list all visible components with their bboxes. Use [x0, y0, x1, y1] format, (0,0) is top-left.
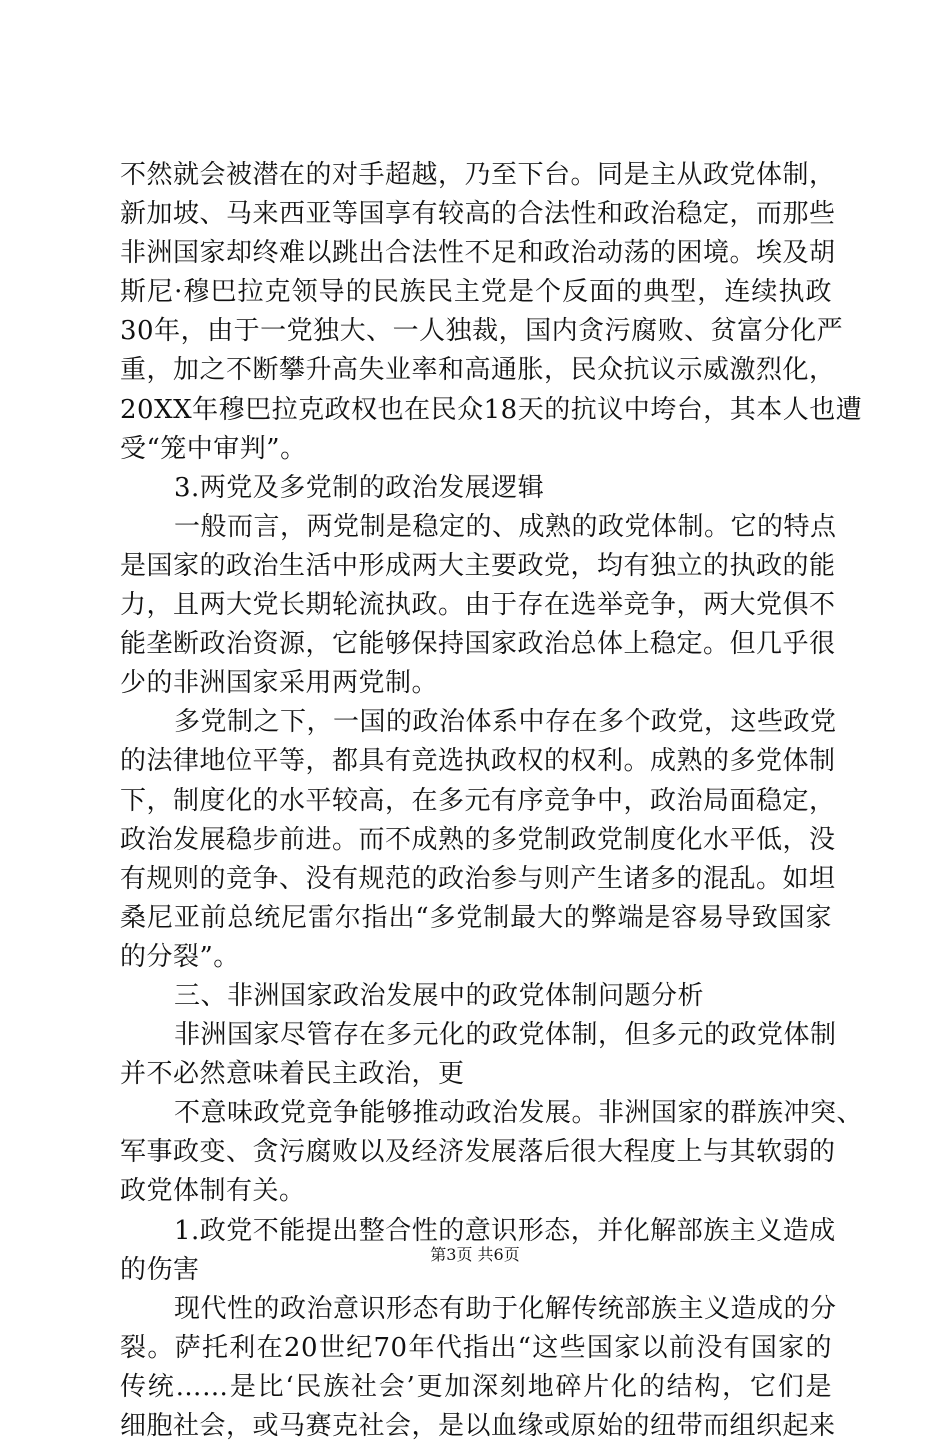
text-line: 3.两党及多党制的政治发展逻辑 — [174, 472, 545, 503]
text-line: 传统……是比‘民族社会’更加深刻地碎片化的结构，它们是 — [120, 1371, 832, 1402]
text-line: 20XX年穆巴拉克政权也在民众18天的抗议中垮台，其本人也遭 — [120, 394, 863, 425]
text-line: 不然就会被潜在的对手超越，乃至下台。同是主从政党体制， — [120, 160, 836, 190]
text-line: 是国家的政治生活中形成两大主要政党，均有独立的执政的能 — [120, 550, 836, 581]
text-line: 多党制之下，一国的政治体系中存在多个政党，这些政党 — [174, 707, 837, 738]
text-line: 现代性的政治意识形态有助于化解传统部族主义造成的分 — [174, 1293, 837, 1324]
text-line: 并不必然意味着民主政治，更 — [120, 1059, 465, 1090]
text-line: 桑尼亚前总统尼雷尔指出“多党制最大的弊端是容易导致国家 — [120, 902, 832, 933]
text-line: 一般而言，两党制是稳定的、成熟的政党体制。它的特点 — [174, 511, 837, 542]
text-line: 力，且两大党长期轮流执政。由于存在选举竞争，两大党俱不 — [120, 590, 836, 621]
text-line: 重，加之不断攀升高失业率和高通胀，民众抗议示威激烈化， — [120, 355, 836, 386]
text-line: 政治发展稳步前进。而不成熟的多党制政党制度化水平低，没 — [120, 824, 836, 855]
text-line: 的伤害 — [120, 1254, 200, 1285]
page-number-footer: 第3页 共6页 — [430, 1245, 520, 1264]
text-line: 1.政党不能提出整合性的意识形态，并化解部族主义造成 — [174, 1215, 836, 1246]
text-line: 的分裂”。 — [120, 941, 240, 972]
text-line: 新加坡、马来西亚等国享有较高的合法性和政治稳定，而那些 — [120, 199, 836, 230]
text-line: 下，制度化的水平较高，在多元有序竞争中，政治局面稳定， — [120, 785, 836, 816]
text-line: 军事政变、贪污腐败以及经济发展落后很大程度上与其软弱的 — [120, 1137, 836, 1168]
text-line: 三、非洲国家政治发展中的政党体制问题分析 — [174, 980, 705, 1011]
text-line: 非洲国家却终难以跳出合法性不足和政治动荡的困境。埃及胡 — [120, 238, 836, 269]
text-line: 裂。萨托利在20世纪70年代指出“这些国家以前没有国家的 — [120, 1332, 832, 1363]
text-line: 政党体制有关。 — [120, 1176, 306, 1207]
text-line: 不意味政党竞争能够推动政治发展。非洲国家的群族冲突、 — [174, 1098, 864, 1129]
text-line: 的法律地位平等，都具有竞选执政权的权利。成熟的多党体制 — [120, 746, 836, 777]
text-line: 能垄断政治资源，它能够保持国家政治总体上稳定。但几乎很 — [120, 629, 836, 660]
text-line: 细胞社会，或马赛克社会，是以血缘或原始的纽带而组织起来 — [120, 1411, 836, 1441]
text-line: 30年，由于一党独大、一人独裁，国内贪污腐败、贫富分化严 — [120, 316, 844, 347]
text-line: 少的非洲国家采用两党制。 — [120, 668, 439, 699]
text-line: 斯尼·穆巴拉克领导的民族民主党是个反面的典型，连续执政 — [120, 277, 832, 308]
text-line: 非洲国家尽管存在多元化的政党体制，但多元的政党体制 — [174, 1020, 837, 1051]
text-line: 受“笼中审判”。 — [120, 433, 307, 464]
text-line: 有规则的竞争、没有规范的政治参与则产生诸多的混乱。如坦 — [120, 863, 836, 894]
